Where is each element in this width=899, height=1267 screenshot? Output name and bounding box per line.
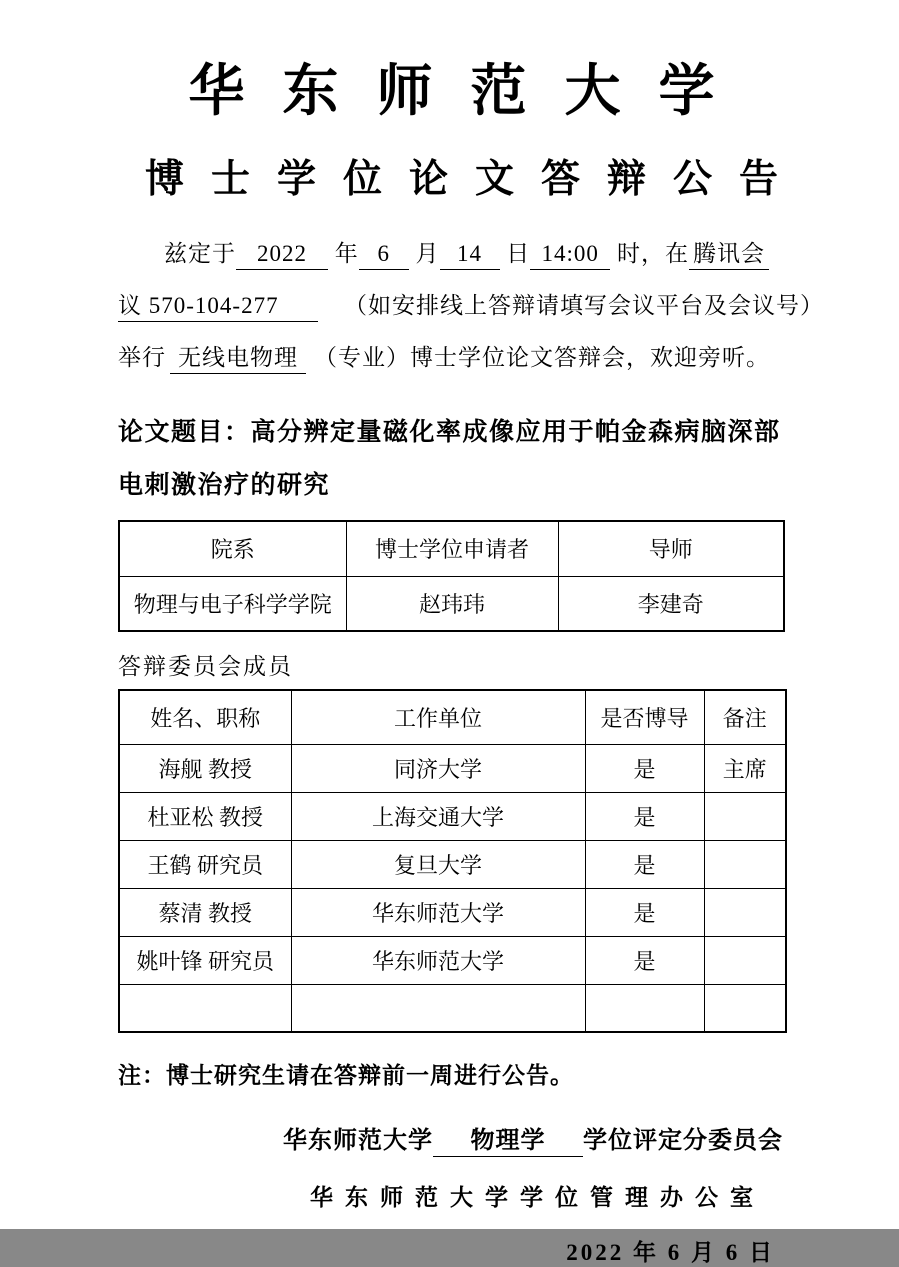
signature-prefix: 华东师范大学: [283, 1128, 433, 1154]
member-remark: [704, 888, 786, 936]
member-unit: 华东师范大学: [291, 936, 585, 984]
committee-table: [118, 689, 787, 1033]
committee-header-row: [119, 690, 786, 744]
applicant-data-row: [119, 576, 784, 631]
committee-row: [119, 792, 786, 840]
month-unit: 月: [415, 241, 440, 266]
committee-row: [119, 840, 786, 888]
member-remark: [704, 840, 786, 888]
year-blank: 2022: [236, 239, 328, 270]
committee-row: [119, 744, 786, 792]
subcommittee-signature-line: [118, 1120, 783, 1157]
major-blank: 无线电物理: [170, 343, 306, 374]
committee-header-name: 姓名、职称: [119, 690, 291, 744]
committee-row: [119, 936, 786, 984]
paren-note: （如安排线上答辩请填写会议平台及会议号）: [344, 293, 824, 318]
applicant-candidate: 赵玮玮: [346, 576, 558, 631]
year-unit: 年: [334, 241, 359, 266]
applicant-advisor: 李建奇: [558, 576, 784, 631]
applicant-department: 物理与电子科学学院: [119, 576, 346, 631]
committee-header-unit: 工作单位: [291, 690, 585, 744]
committee-row-empty: [119, 984, 786, 1032]
announcement-line-2: [118, 280, 824, 332]
time-unit: 时，在: [617, 241, 689, 266]
closing-block: [118, 1120, 785, 1267]
member-unit: 同济大学: [291, 744, 585, 792]
line3-suffix: （专业）博士学位论文答辩会，欢迎旁听。: [314, 345, 770, 370]
applicant-header-advisor: 导师: [558, 521, 784, 576]
member-unit: [291, 984, 585, 1032]
applicant-table: [118, 520, 785, 632]
line3-prefix: 举行: [118, 345, 166, 370]
thesis-title: 高分辨定量磁化率成像应用于帕金森病脑深部电刺激治疗的研究: [118, 419, 781, 499]
day-blank: 14: [440, 239, 500, 270]
member-name: 王鹤 研究员: [119, 840, 291, 888]
member-remark: [704, 984, 786, 1032]
committee-row: [119, 888, 786, 936]
member-name: 海舰 教授: [119, 744, 291, 792]
venue-blank-end: 议 570-104-277: [118, 291, 318, 322]
thesis-title-block: [118, 406, 785, 512]
office-signature-line: 华东师范大学学位管理办公室: [310, 1185, 765, 1210]
time-blank: 14:00: [530, 239, 610, 270]
day-unit: 日: [506, 241, 531, 266]
applicant-header-row: [119, 521, 784, 576]
member-supervisor: 是: [585, 888, 704, 936]
announcement-line-1: [118, 228, 785, 280]
announce-prefix: 兹定于: [164, 241, 236, 266]
committee-section-label: 答辩委员会成员: [118, 654, 293, 679]
applicant-header-candidate: 博士学位申请者: [346, 521, 558, 576]
applicant-header-department: 院系: [119, 521, 346, 576]
member-supervisor: 是: [585, 936, 704, 984]
member-unit: 上海交通大学: [291, 792, 585, 840]
member-name: 杜亚松 教授: [119, 792, 291, 840]
member-unit: 复旦大学: [291, 840, 585, 888]
member-supervisor: 是: [585, 744, 704, 792]
member-remark: 主席: [704, 744, 786, 792]
member-supervisor: [585, 984, 704, 1032]
member-remark: [704, 792, 786, 840]
announcement-line-3: [118, 332, 785, 384]
member-supervisor: 是: [585, 792, 704, 840]
signature-suffix: 学位评定分委员会: [583, 1128, 783, 1154]
university-title: 华东师范大学: [188, 61, 753, 123]
member-unit: 华东师范大学: [291, 888, 585, 936]
thesis-label: 论文题目：: [118, 419, 251, 446]
division-blank: 物理学: [433, 1126, 583, 1157]
member-supervisor: 是: [585, 840, 704, 888]
committee-header-supervisor: 是否博导: [585, 690, 704, 744]
date-line: 2022 年 6 月 6 日: [566, 1240, 775, 1265]
announcement-paragraph: [118, 228, 824, 384]
document-subtitle: 博士学位论文答辩公告: [145, 158, 806, 201]
footnote: 注：博士研究生请在答辩前一周进行公告。: [118, 1063, 574, 1088]
member-name: 蔡清 教授: [119, 888, 291, 936]
committee-header-remark: 备注: [704, 690, 786, 744]
member-name: [119, 984, 291, 1032]
member-remark: [704, 936, 786, 984]
member-name: 姚叶锋 研究员: [119, 936, 291, 984]
month-blank: 6: [359, 239, 409, 270]
venue-blank-start: 腾讯会: [689, 239, 769, 270]
